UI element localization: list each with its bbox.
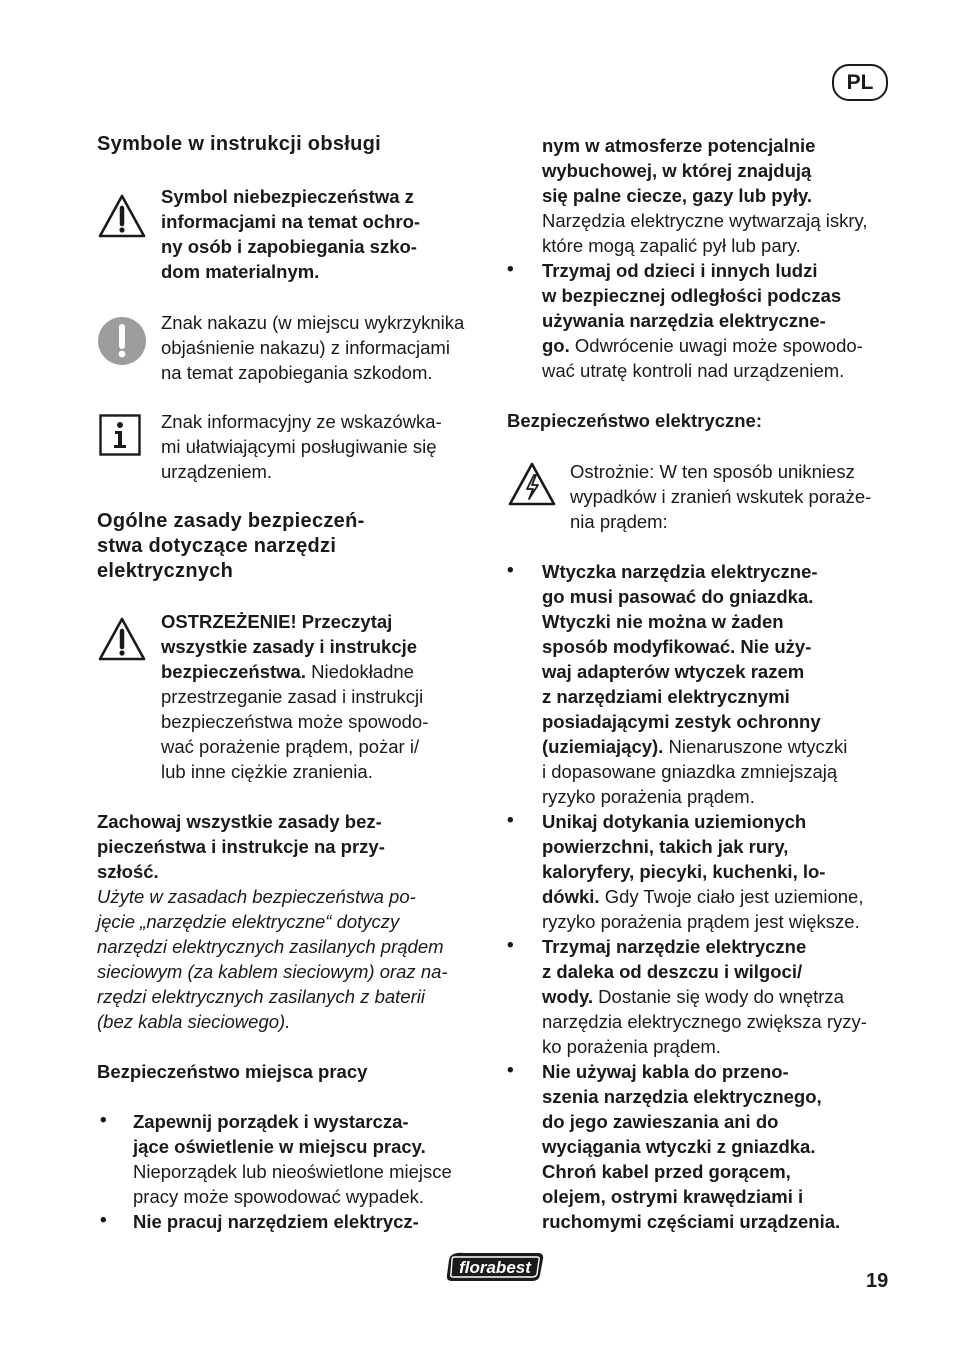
heading-general-safety: Ogólne zasady bezpieczeń- stwa dotyczące narzędzi elektrycznych [97,510,365,582]
bullet-marker: • [507,810,514,831]
electric-shock-warning-icon [507,461,557,507]
bullet-bold-text-end: dówki. [542,886,600,907]
bullet-normal-text-cont: wać utratę kontroli nad urządzeniem. [542,360,845,381]
bullet-normal-text: Narzędzia elektryczne wytwarzają iskry, które mogą zapalić pył lub pary. [542,210,868,256]
bullet-normal-text: Nienaruszone wtyczki [663,736,848,757]
info-sign-icon [99,414,141,456]
power-tool-definition: Użyte w zasadach bezpieczeństwa po- jęcie „narzędzie elektryczne“ dotyczy narzędzi elektrycznych zasilanych prądem sieciowym (za kablem sieciowym) oraz na- rzędzi elektrycznych zasilanych z baterii (bez kabla sieciowego). [97,886,448,1032]
brand-wordmark: florabest [459,1258,531,1277]
bullet-cable-misuse: Nie używaj kabla do przeno- szenia narzędzia elektrycznego, do jego zawieszania ani do wyciągania wtyczki z gniazdka. Chroń kabel przed gorącem, olejem, ostrymi krawędziami i ruchomymi częściami urządzenia. [542,1061,841,1232]
warning-triangle-icon [97,193,147,239]
bullet-normal-text-cont: ryzyko porażenia prądem jest większe. [542,911,860,932]
warning-normal-text: Niedokładne [305,661,414,682]
bullet-marker: • [100,1110,107,1131]
language-badge: PL [832,64,888,101]
bullet-bold-text-end: go. [542,335,570,356]
bullet-marker: • [507,560,514,581]
bullet-marker: • [100,1210,107,1231]
bullet-normal-text: Odwrócenie uwagi może spowodo- [569,335,863,356]
warning-read-all-instructions [161,609,428,784]
bullet-bold-text: Trzymaj od dzieci i innych ludzi w bezpiecznej odległości podczas używania narzędzia elektryczne- [542,260,842,331]
bullet-plug-must-match [542,559,847,809]
mandatory-sign-icon [97,316,147,366]
bullet-bold-text-end: wody. [542,986,594,1007]
heading-symbols: Symbole w instrukcji obsługi [97,133,382,155]
bullet-keep-children-away [542,258,863,383]
florabest-logo [444,1251,546,1283]
warning-symbol-description: Symbol niebezpieczeństwa z informacjami na temat ochro- ny osób i zapobiegania szko- dom materialnym. [161,186,421,282]
info-sign-description: Znak informacyjny ze wskazówka- mi ułatwiającymi posługiwanie się urządzeniem. [161,411,442,482]
caution-electric-description: Ostrożnie: W ten sposób unikniesz wypadków i zranień wskutek poraże- nia prądem: [570,461,872,532]
bullet-bold-text: nym w atmosferze potencjalnie wybuchowej, w której znajdują się palne ciecze, gazy lub pyły. [542,135,816,206]
bullet-bold-text-end: (uziemiający). [542,736,664,757]
bullet-bold-text: Wtyczka narzędzia elektryczne- go musi pasować do gniazdka. Wtyczki nie można w żaden sposób modyfikować. Nie uży- waj adapterów wtyczek razem z narzędziami elektrycznymi posiadającymi zestyk ochronny [542,561,821,732]
warning-triangle-icon [97,616,147,662]
workplace-safety-heading: Bezpieczeństwo miejsca pracy [97,1061,368,1082]
warning-normal-text-cont: przestrzeganie zasad i instrukcji bezpieczeństwa może spowodo- wać porażenie prądem, pożar i/ lub inne ciężkie zranienia. [161,686,429,782]
explosive-atmosphere-continued [542,133,868,258]
bullet-normal-text-cont: narzędzia elektrycznego zwiększa ryzy- ko porażenia prądem. [542,1011,867,1057]
bullet-workplace-order [133,1109,452,1209]
bullet-marker: • [507,1060,514,1081]
bullet-avoid-grounded-surfaces [542,809,864,934]
bullet-explosive-atmosphere: Nie pracuj narzędziem elektrycz- [133,1211,419,1232]
warning-bold-text: OSTRZEŻENIE! Przeczytaj wszystkie zasady i instrukcje bezpieczeństwa. [161,611,418,682]
bullet-normal-text: Gdy Twoje ciało jest uziemione, [599,886,864,907]
bullet-normal-text: Nieporządek lub nieoświetlone miejsce pracy może spowodować wypadek. [133,1161,452,1207]
bullet-bold-text: Zapewnij porządek i wystarcza- jące oświetlenie w miejscu pracy. [133,1111,426,1157]
page-number: 19 [866,1270,889,1292]
bullet-keep-from-rain [542,934,867,1059]
bullet-marker: • [507,259,514,280]
bullet-marker: • [507,935,514,956]
mandatory-sign-description: Znak nakazu (w miejscu wykrzyknika objaśnienie nakazu) z informacjami na temat zapobiegania szkodom. [161,312,465,383]
bullet-normal-text: Dostanie się wody do wnętrza [593,986,844,1007]
bullet-bold-text: Trzymaj narzędzie elektryczne z daleka od deszczu i wilgoci/ [542,936,807,982]
bullet-bold-text: Unikaj dotykania uziemionych powierzchni, takich jak rury, kaloryfery, piecyki, kuchenki, lo- [542,811,826,882]
bullet-normal-text-cont: i dopasowane gniazdka zmniejszają ryzyko porażenia prądem. [542,761,838,807]
keep-instructions-heading: Zachowaj wszystkie zasady bez- pieczeństwa i instrukcje na przy- szłość. [97,811,385,882]
electrical-safety-heading: Bezpieczeństwo elektryczne: [507,410,762,431]
